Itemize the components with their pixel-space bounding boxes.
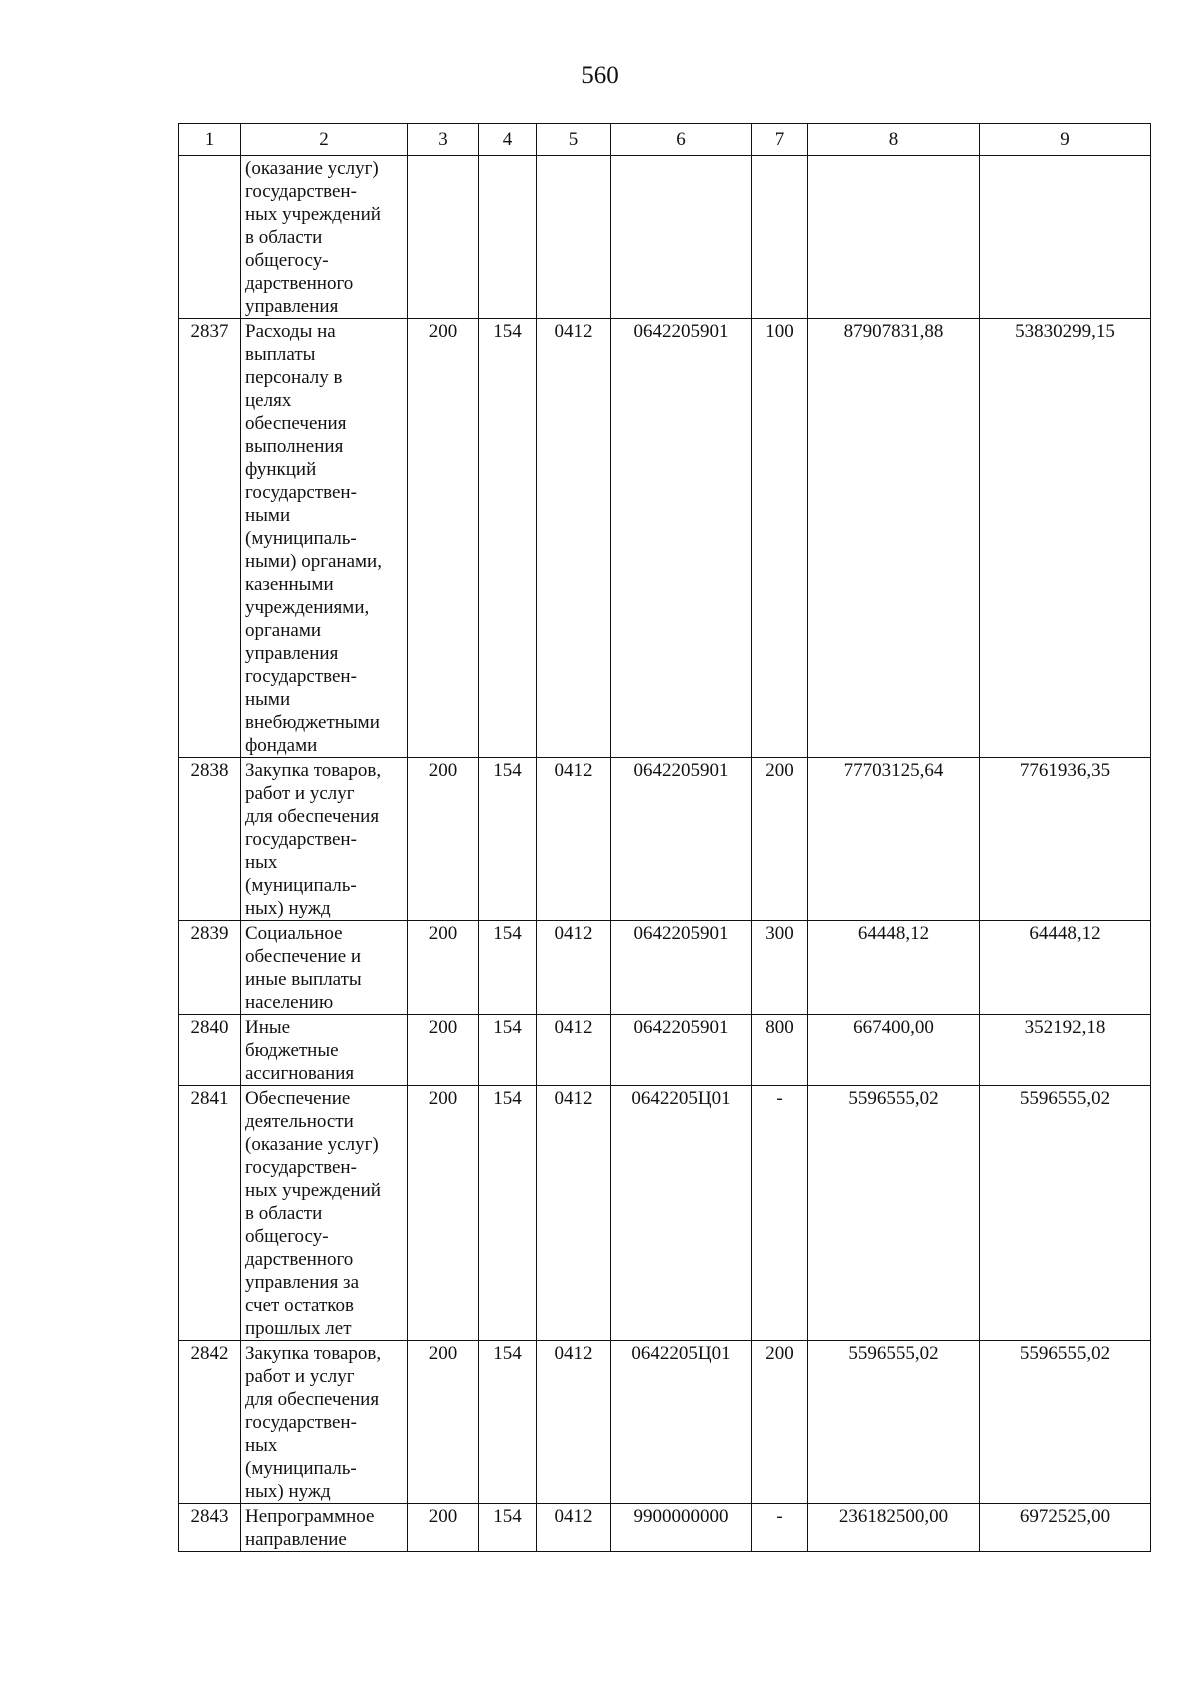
row-col-5: 0412 xyxy=(537,1015,611,1086)
row-name: Непрограммное направление xyxy=(241,1504,408,1552)
header-col-7: 7 xyxy=(752,124,808,156)
row-col-6: 0642205Ц01 xyxy=(611,1341,752,1504)
header-col-2: 2 xyxy=(241,124,408,156)
row-col-6: 0642205901 xyxy=(611,1015,752,1086)
row-col-9 xyxy=(980,156,1151,319)
table-header-row xyxy=(179,124,1151,156)
row-number xyxy=(179,156,241,319)
row-col-5: 0412 xyxy=(537,1086,611,1341)
row-col-4: 154 xyxy=(479,1086,537,1341)
row-col-3: 200 xyxy=(408,921,479,1015)
row-name: Закупка товаров, работ и услуг для обеспечения государствен- ных (муниципаль- ных) нужд xyxy=(241,1341,408,1504)
row-col-7: 300 xyxy=(752,921,808,1015)
row-name: Социальное обеспечение и иные выплаты населению xyxy=(241,921,408,1015)
row-col-6: 0642205901 xyxy=(611,319,752,758)
row-col-3: 200 xyxy=(408,758,479,921)
row-col-3: 200 xyxy=(408,1086,479,1341)
table-row xyxy=(179,758,1151,921)
row-col-5: 0412 xyxy=(537,921,611,1015)
row-col-8: 87907831,88 xyxy=(808,319,980,758)
row-name: Обеспечение деятельности (оказание услуг) государствен- ных учреждений в области общегосу- дарственного управления за счет остатков прошлых лет xyxy=(241,1086,408,1341)
table-row xyxy=(179,156,1151,319)
row-name: Иные бюджетные ассигнования xyxy=(241,1015,408,1086)
row-col-8: 5596555,02 xyxy=(808,1086,980,1341)
row-number: 2837 xyxy=(179,319,241,758)
row-col-7: - xyxy=(752,1086,808,1341)
row-number: 2839 xyxy=(179,921,241,1015)
row-col-7: 800 xyxy=(752,1015,808,1086)
table-row xyxy=(179,1015,1151,1086)
row-col-7: - xyxy=(752,1504,808,1552)
row-col-9: 5596555,02 xyxy=(980,1341,1151,1504)
row-col-4: 154 xyxy=(479,758,537,921)
row-col-5: 0412 xyxy=(537,1341,611,1504)
table-row xyxy=(179,921,1151,1015)
row-number: 2841 xyxy=(179,1086,241,1341)
table-row xyxy=(179,1504,1151,1552)
table-row xyxy=(179,319,1151,758)
row-col-3: 200 xyxy=(408,1341,479,1504)
header-col-1: 1 xyxy=(179,124,241,156)
header-col-4: 4 xyxy=(479,124,537,156)
header-col-6: 6 xyxy=(611,124,752,156)
row-col-3 xyxy=(408,156,479,319)
row-col-4: 154 xyxy=(479,921,537,1015)
row-col-8: 64448,12 xyxy=(808,921,980,1015)
row-col-5: 0412 xyxy=(537,1504,611,1552)
header-col-8: 8 xyxy=(808,124,980,156)
row-col-9: 6972525,00 xyxy=(980,1504,1151,1552)
table-row xyxy=(179,1341,1151,1504)
row-col-7 xyxy=(752,156,808,319)
row-col-5 xyxy=(537,156,611,319)
row-col-7: 200 xyxy=(752,758,808,921)
header-col-5: 5 xyxy=(537,124,611,156)
page-number: 560 xyxy=(581,62,619,89)
row-col-7: 200 xyxy=(752,1341,808,1504)
row-name: (оказание услуг) государствен- ных учреждений в области общегосу- дарственного управления xyxy=(241,156,408,319)
row-name: Расходы на выплаты персоналу в целях обеспечения выполнения функций государствен- ными (муниципаль- ными) органами, казенными учреждениями, органами управления государствен- ными внебюджетными фондами xyxy=(241,319,408,758)
row-number: 2843 xyxy=(179,1504,241,1552)
row-col-9: 5596555,02 xyxy=(980,1086,1151,1341)
row-col-4: 154 xyxy=(479,1504,537,1552)
row-col-8: 77703125,64 xyxy=(808,758,980,921)
row-col-5: 0412 xyxy=(537,319,611,758)
row-col-9: 352192,18 xyxy=(980,1015,1151,1086)
row-col-6: 0642205901 xyxy=(611,758,752,921)
row-col-4: 154 xyxy=(479,1341,537,1504)
row-col-7: 100 xyxy=(752,319,808,758)
row-col-3: 200 xyxy=(408,319,479,758)
row-col-6 xyxy=(611,156,752,319)
row-col-6: 9900000000 xyxy=(611,1504,752,1552)
row-col-9: 64448,12 xyxy=(980,921,1151,1015)
row-col-8: 667400,00 xyxy=(808,1015,980,1086)
row-col-8 xyxy=(808,156,980,319)
header-col-9: 9 xyxy=(980,124,1151,156)
row-number: 2840 xyxy=(179,1015,241,1086)
row-col-4 xyxy=(479,156,537,319)
row-col-4: 154 xyxy=(479,1015,537,1086)
row-number: 2838 xyxy=(179,758,241,921)
row-col-4: 154 xyxy=(479,319,537,758)
row-col-3: 200 xyxy=(408,1504,479,1552)
row-number: 2842 xyxy=(179,1341,241,1504)
row-col-5: 0412 xyxy=(537,758,611,921)
table-row xyxy=(179,1086,1151,1341)
row-col-3: 200 xyxy=(408,1015,479,1086)
budget-table xyxy=(178,123,1151,1552)
row-col-9: 7761936,35 xyxy=(980,758,1151,921)
row-col-8: 5596555,02 xyxy=(808,1341,980,1504)
row-name: Закупка товаров, работ и услуг для обеспечения государствен- ных (муниципаль- ных) нужд xyxy=(241,758,408,921)
header-col-3: 3 xyxy=(408,124,479,156)
row-col-6: 0642205901 xyxy=(611,921,752,1015)
row-col-8: 236182500,00 xyxy=(808,1504,980,1552)
row-col-9: 53830299,15 xyxy=(980,319,1151,758)
row-col-6: 0642205Ц01 xyxy=(611,1086,752,1341)
